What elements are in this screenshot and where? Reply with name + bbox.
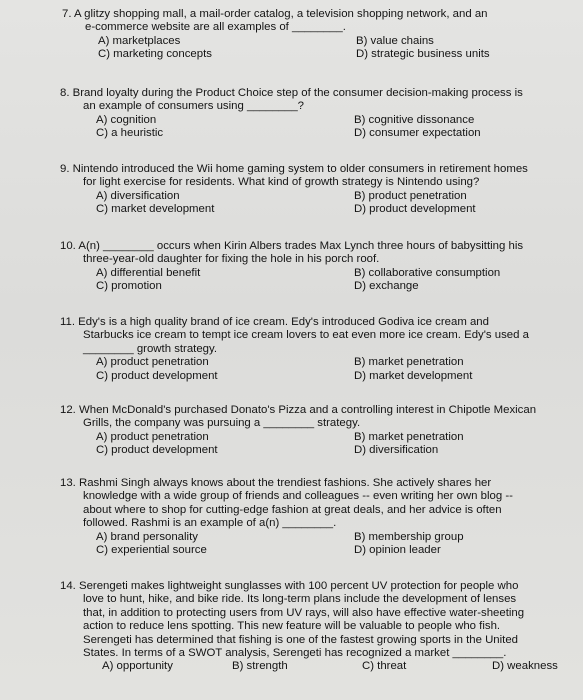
question-10 <box>60 240 572 294</box>
option-a[interactable]: A) cognition <box>96 113 157 126</box>
question-line: 7. A glitzy shopping mall, a mail-order catalog, a television shopping network, and an <box>62 8 488 20</box>
question-line: States. In terms of a SWOT analysis, Serengeti has recognized a market ________. <box>83 647 507 660</box>
option-b[interactable]: B) strength <box>232 660 288 673</box>
question-line: 10. A(n) ________ occurs when Kirin Albers trades Max Lynch three hours of babysitting his <box>60 240 524 252</box>
option-a[interactable]: A) product penetration <box>96 356 209 369</box>
option-d[interactable]: D) diversification <box>354 444 439 457</box>
question-line: followed. Rashmi is an example of a(n) ________. <box>83 517 337 530</box>
question-line: 13. Rashmi Singh always knows about the trendiest fashions. She actively shares her <box>60 477 492 489</box>
question-14 <box>60 580 576 674</box>
option-c[interactable]: C) product development <box>96 444 218 457</box>
question-13 <box>60 477 580 557</box>
question-line: about where to shop for cutting-edge fashion at great deals, and her advice is often <box>83 503 502 516</box>
option-d[interactable]: D) consumer expectation <box>354 127 481 140</box>
question-line: 12. When McDonald's purchased Donato's Pizza and a controlling interest in Chipotle Mexican <box>60 404 537 416</box>
option-a[interactable]: A) product penetration <box>96 430 209 443</box>
option-d[interactable]: D) weakness <box>492 660 558 673</box>
question-line: ________ growth strategy. <box>83 342 218 355</box>
question-line: for light exercise for residents. What kind of growth strategy is Nintendo using? <box>83 176 480 189</box>
question-7 <box>62 8 582 62</box>
option-c[interactable]: C) marketing concepts <box>98 48 212 61</box>
question-line: Serengeti has determined that fishing is one of the fastest growing sports in the United <box>83 633 518 646</box>
answer-options <box>60 190 582 217</box>
option-b[interactable]: B) membership group <box>354 530 464 543</box>
option-d[interactable]: D) market development <box>354 369 473 382</box>
answer-options <box>60 431 582 458</box>
question-line: 11. Edy's is a high quality brand of ice cream. Edy's introduced Godiva ice cream and <box>60 316 489 328</box>
option-a[interactable]: A) brand personality <box>96 530 198 543</box>
option-c[interactable]: C) a heuristic <box>96 127 164 140</box>
answer-options <box>60 531 580 558</box>
question-line: 9. Nintendo introduced the Wii home gaming system to older consumers in retirement homes <box>60 163 528 175</box>
question-line: Starbucks ice cream to tempt ice cream lovers to eat even more ice cream. Edy's used a <box>83 329 529 342</box>
question-8 <box>60 87 580 141</box>
option-b[interactable]: B) product penetration <box>354 189 467 202</box>
option-b[interactable]: B) market penetration <box>354 430 464 443</box>
option-b[interactable]: B) market penetration <box>354 356 464 369</box>
question-line: 8. Brand loyalty during the Product Choice step of the consumer decision-making process is <box>60 87 523 99</box>
question-line: knowledge with a wide group of friends and colleagues -- even writing her own blog -- <box>83 490 513 503</box>
option-a[interactable]: A) marketplaces <box>98 34 181 47</box>
question-line: that, in addition to protecting users from UV rays, will also have effective water-sheeting <box>83 606 525 619</box>
option-d[interactable]: D) exchange <box>354 280 419 293</box>
option-d[interactable]: D) opinion leader <box>354 544 441 557</box>
option-c[interactable]: C) threat <box>362 660 407 673</box>
answer-options <box>60 660 576 673</box>
question-line: action to reduce lens spotting. This new feature will be valuable to people who fish. <box>83 620 501 633</box>
option-c[interactable]: C) promotion <box>96 280 162 293</box>
question-12 <box>60 404 582 458</box>
option-a[interactable]: A) diversification <box>96 189 180 202</box>
answer-options <box>62 35 582 62</box>
option-c[interactable]: C) product development <box>96 369 218 382</box>
question-11 <box>60 316 580 383</box>
question-line: 14. Serengeti makes lightweight sunglasses with 100 percent UV protection for people who <box>60 580 519 592</box>
answer-options <box>60 267 572 294</box>
option-c[interactable]: C) market development <box>96 203 215 216</box>
answer-options <box>60 356 580 383</box>
question-line: three-year-old daughter for fixing the hole in his porch roof. <box>83 253 380 266</box>
question-line: Grills, the company was pursuing a ________ strategy. <box>83 417 361 430</box>
question-9 <box>60 163 582 217</box>
option-a[interactable]: A) opportunity <box>102 660 173 673</box>
option-d[interactable]: D) strategic business units <box>356 48 490 61</box>
option-d[interactable]: D) product development <box>354 203 476 216</box>
question-line: love to hunt, hike, and bike ride. Its long-term plans include the development of lenses <box>83 593 517 606</box>
question-line: e-commerce website are all examples of ________. <box>85 21 346 34</box>
question-line: an example of consumers using ________? <box>83 100 304 113</box>
option-b[interactable]: B) cognitive dissonance <box>354 113 475 126</box>
option-b[interactable]: B) collaborative consumption <box>354 266 501 279</box>
option-a[interactable]: A) differential benefit <box>96 266 201 279</box>
option-c[interactable]: C) experiential source <box>96 544 207 557</box>
answer-options <box>60 114 580 141</box>
option-b[interactable]: B) value chains <box>356 34 434 47</box>
